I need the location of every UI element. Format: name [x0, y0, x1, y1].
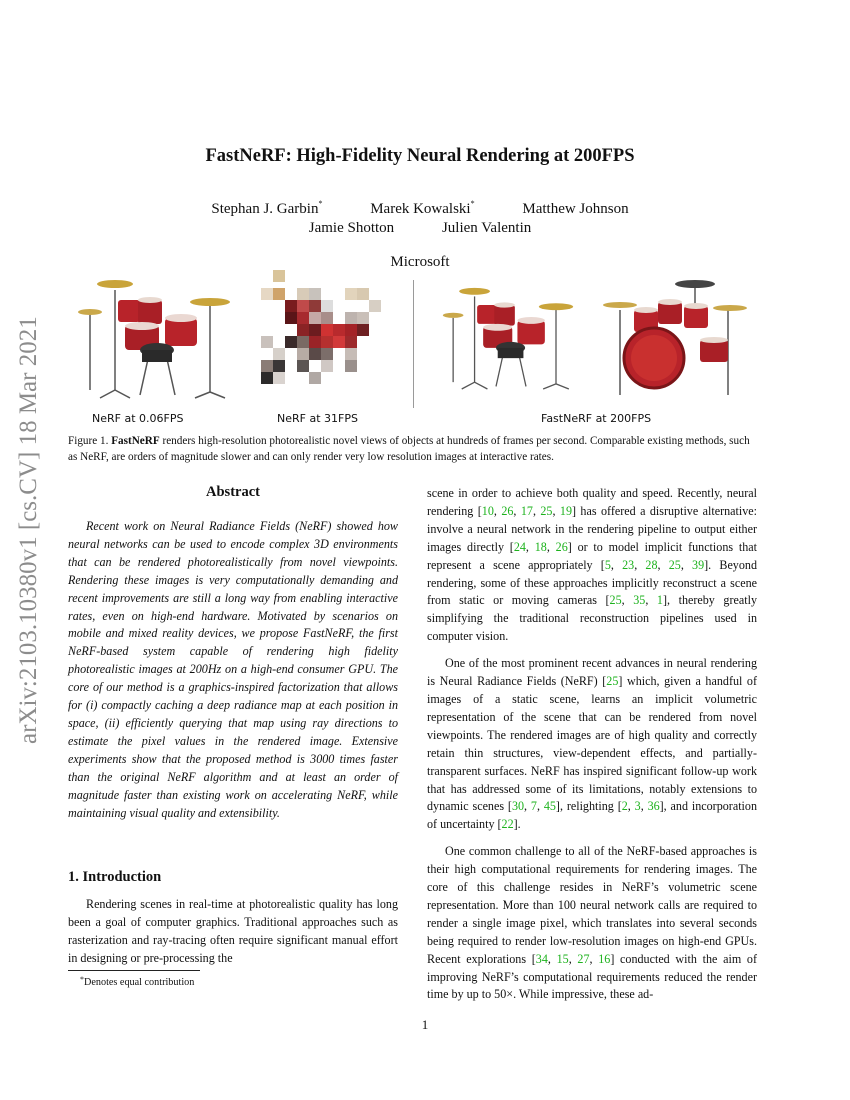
citation-link[interactable]: 35 [633, 593, 646, 608]
citation-link[interactable]: 39 [692, 557, 705, 572]
figure-label-fastnerf: FastNeRF at 200FPS [541, 412, 652, 425]
figure-label-nerf-slow: NeRF at 0.06FPS [92, 412, 184, 425]
citation-link[interactable]: 27 [577, 951, 590, 966]
citation-link[interactable]: 5 [604, 557, 611, 572]
citation-link[interactable]: 3 [634, 799, 641, 814]
citation-link[interactable]: 19 [559, 503, 572, 518]
citation-link[interactable]: 25 [668, 557, 681, 572]
citation-link[interactable]: 25 [540, 503, 553, 518]
figure-divider [413, 280, 414, 408]
citation-link[interactable]: 18 [534, 539, 547, 554]
right-column [427, 485, 757, 1013]
drumkit-image-nerf-lowres [245, 270, 400, 400]
citation-link[interactable]: 7 [530, 799, 537, 814]
citation-link[interactable]: 10 [481, 503, 494, 518]
citation-link[interactable]: 22 [501, 817, 514, 832]
figure-1 [0, 270, 850, 430]
figure-label-nerf-fast: NeRF at 31FPS [277, 412, 358, 425]
author-valentin: Julien Valentin [441, 220, 532, 236]
citation-link[interactable]: 45 [543, 799, 556, 814]
author-shotton: Jamie Shotton [308, 220, 395, 236]
author-kowalski: Marek Kowalski* [370, 199, 475, 217]
citation-link[interactable]: 16 [598, 951, 611, 966]
citation-link[interactable]: 25 [606, 674, 619, 689]
paper-title: FastNeRF: High-Fidelity Neural Rendering at 200FPS [205, 146, 635, 166]
citation-link[interactable]: 28 [645, 557, 658, 572]
drumkit-image-nerf-slow [70, 270, 245, 400]
citation-link[interactable]: 1 [656, 593, 663, 608]
author-garbin: Stephan J. Garbin* [211, 199, 323, 217]
body-paragraph: One of the most prominent recent advances in neural rendering is Neural Radiance Fields (NeRF) [25] which, given a handful of images of a static scene, learns an implicit volumetric representation of the scene that can be rendered from novel viewpoints. The rendered images are of high quality and correctly retain thin structures, view-dependent effects, and partially-transparent surfaces. NeRF has inspired significant follow-up work that has addressed some of its limitations, notably extensions to dynamic scenes [30, 7, 45], relighting [2, 3, 36], and incorporation of uncertainty [22]. [427, 656, 758, 832]
author-row-2 [100, 220, 740, 237]
abstract-heading: Abstract [206, 484, 260, 500]
citation-link[interactable]: 24 [513, 539, 526, 554]
citation-link[interactable]: 17 [520, 503, 533, 518]
citation-link[interactable]: 26 [501, 503, 514, 518]
author-row-1 [100, 201, 740, 218]
introduction-text: Rendering scenes in real-time at photorealistic quality has long been a goal of computer graphics. Traditional approaches such as rasterization and ray-tracing often require significant manual effort in designing or pre-processing the [68, 897, 398, 965]
introduction-heading: 1. Introduction [68, 869, 162, 885]
author-johnson: Matthew Johnson [522, 201, 629, 217]
citation-link[interactable]: 2 [621, 799, 628, 814]
citation-link[interactable]: 36 [647, 799, 660, 814]
drumkit-image-fastnerf-1 [436, 270, 586, 400]
citation-link[interactable]: 23 [622, 557, 635, 572]
citation-link[interactable]: 26 [555, 539, 568, 554]
citation-link[interactable]: 30 [511, 799, 525, 814]
arxiv-stamp: arXiv:2103.10380v1 [cs.CV] 18 Mar 2021 [15, 316, 42, 744]
drumkit-image-fastnerf-2 [600, 270, 750, 400]
page-number: 1 [421, 1017, 429, 1032]
citation-link[interactable]: 34 [535, 951, 548, 966]
body-paragraph: scene in order to achieve both quality and speed. Recently, neural rendering [10, 26, 17, 25, 19] has offered a disruptive alternative: involve a neural network in the rendering pipeline to output either images directly [24, 18, 26] or to model implicit functions that represent a scene appropriately [5, 23, 28, 25, 39]. Beyond rendering, some of these approaches implicitly reconstruct a scene from static or moving cameras [25, 35, 1], thereby greatly simplifying the traditional reconstruction pipelines used in computer vision. [427, 486, 758, 644]
abstract-text: Recent work on Neural Radiance Fields (NeRF) showed how neural networks can be used to encode complex 3D environments that can be rendered photorealistically from novel viewpoints. Rendering these images is very computationally demanding and recent improvements are still a long way from enabling interactive rates, even on high-end hardware. Motivated by scenarios on mobile and mixed reality devices, we propose FastNeRF, the first NeRF-based system capable of rendering high fidelity photorealistic images at 200Hz on a high-end consumer GPU. The core of our method is a graphics-inspired factorization that allows for (i) compactly caching a deep radiance map at each position in space, (ii) efficiently querying that map using ray directions to estimate the pixel values in the rendered image. Extensive experiments show that the proposed method is 3000 times faster than the original NeRF algorithm and at least an order of magnitude faster than existing work on accelerating NeRF, while maintaining visual quality and extensibility. [68, 519, 398, 820]
footnote-rule [68, 970, 200, 971]
citation-link[interactable]: 15 [556, 951, 569, 966]
citation-link[interactable]: 25 [609, 593, 622, 608]
footnote: *Denotes equal contribution [80, 975, 195, 988]
figure-caption: Figure 1. FastNeRF renders high-resolution photorealistic novel views of objects at hundreds of frames per second. Comparable existing methods, such as NeRF, are orders of magnitude slower and can only render very low resolution images at interactive rates. [68, 435, 750, 463]
body-paragraph: One common challenge to all of the NeRF-based approaches is their high computational requirements for rendering images. The core of this challenge resides in NeRF’s volumetric scene representation. More than 100 neural network calls are required to render a single image pixel, which translates into several seconds being required to render low-resolution images on high-end GPUs. Recent explorations [34, 15, 27, 16] conducted with the aim of improving NeRF’s computational requirements reduced the render time by up to 50×. While impressive, these ad- [427, 844, 757, 1002]
affiliation: Microsoft [390, 254, 450, 270]
